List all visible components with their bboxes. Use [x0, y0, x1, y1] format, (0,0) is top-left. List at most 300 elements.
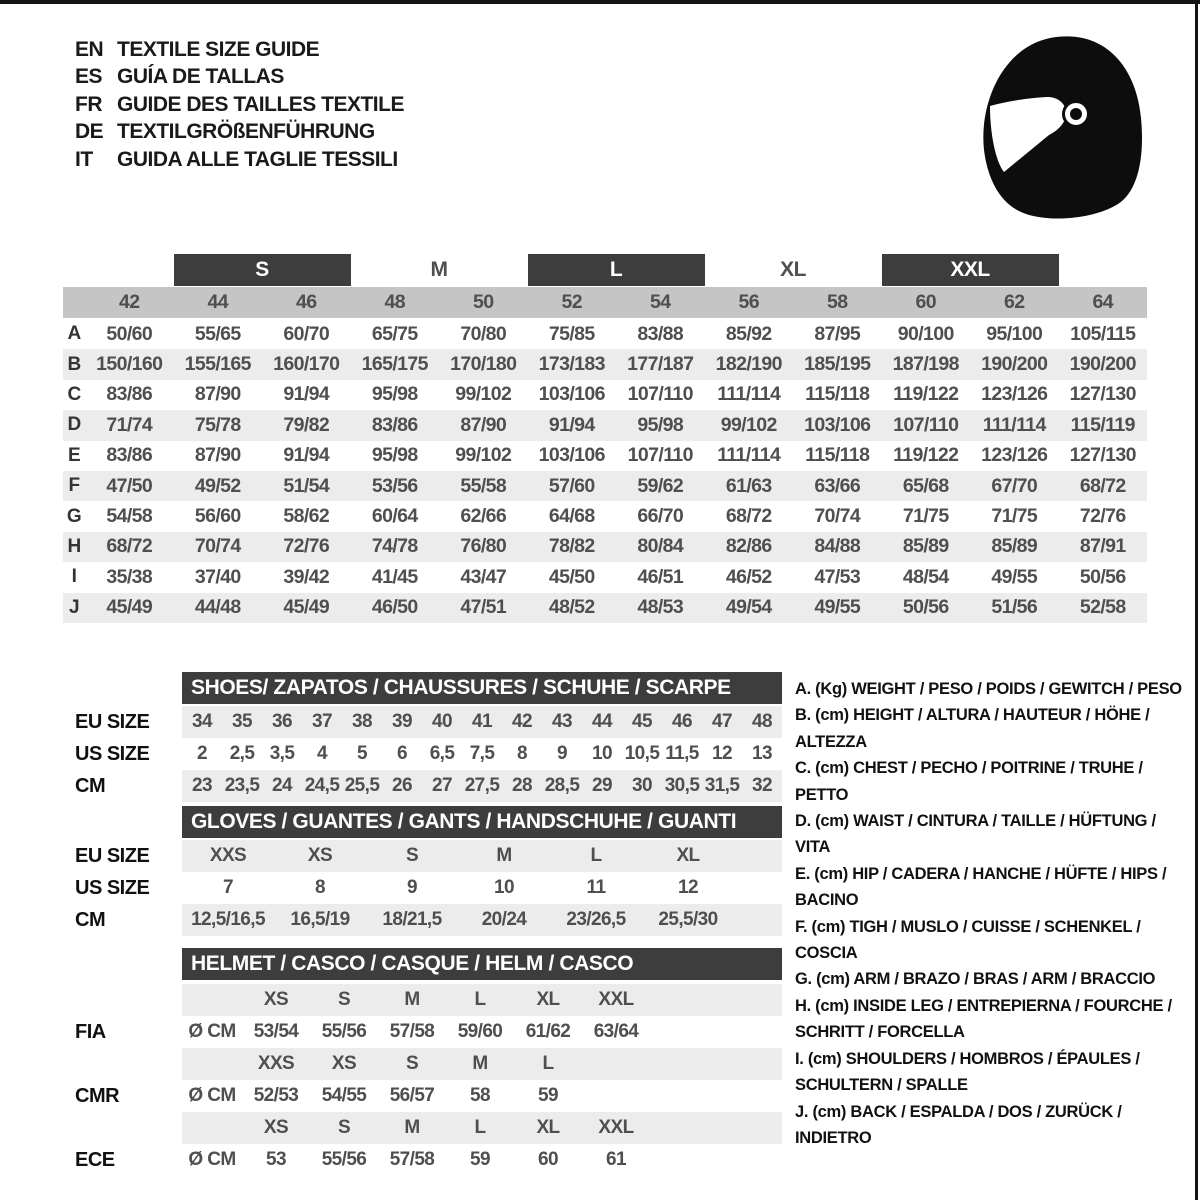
value-cell: 61/62 [525, 1021, 571, 1042]
legend-item-a: A. (Kg) WEIGHT / PESO / POIDS / GEWITCH / PESO [795, 680, 1182, 698]
row-label: A [67, 323, 81, 345]
size-cell: XXL [598, 989, 634, 1010]
racing-helmet-icon [950, 22, 1180, 222]
language-title: TEXTILE SIZE GUIDE [117, 37, 320, 61]
value-cell: 67/70 [991, 474, 1038, 497]
value-cell: 3,5 [269, 743, 295, 764]
value-cell: 23 [192, 775, 212, 796]
value-cell: 44/48 [194, 596, 241, 619]
value-cell: 58/62 [283, 505, 330, 528]
top-border-line [0, 0, 1200, 4]
size-cell: XS [263, 989, 289, 1010]
value-cell: 8 [315, 877, 325, 898]
value-cell: 71/75 [902, 505, 949, 528]
value-cell: S [405, 845, 419, 866]
size-band-l: L [528, 254, 705, 286]
value-cell: 12 [712, 743, 732, 764]
legend-item-g: G. (cm) ARM / BRAZO / BRAS / ARM / BRACCIO [795, 970, 1156, 989]
numeric-size: 60 [915, 291, 936, 313]
value-cell: 18/21,5 [382, 909, 442, 930]
value-cell: 41/45 [371, 565, 418, 588]
numeric-size: 58 [827, 291, 848, 313]
language-title: TEXTILGRÖßENFÜHRUNG [117, 120, 375, 144]
diameter-prefix: Ø CM [188, 1085, 236, 1106]
value-cell: 76/80 [460, 535, 507, 558]
diameter-prefix: Ø CM [188, 1021, 236, 1042]
numeric-size: 56 [738, 291, 759, 313]
row-label: E [67, 444, 81, 466]
value-cell: 27 [432, 775, 452, 796]
size-cell: M [404, 989, 420, 1010]
language-title: GUÍA DE TALLAS [117, 65, 284, 89]
value-cell: 47/53 [814, 565, 861, 588]
numeric-size: 64 [1092, 291, 1113, 313]
value-cell: 53 [266, 1149, 286, 1170]
language-code: IT [75, 147, 93, 171]
value-cell: 28 [512, 775, 532, 796]
value-cell: 79/82 [283, 413, 330, 436]
value-cell: 83/86 [106, 444, 153, 467]
numeric-size: 46 [296, 291, 317, 313]
value-cell: 11 [586, 877, 606, 898]
measurement-legend [795, 676, 1193, 1151]
textile-row-d [63, 410, 1147, 440]
value-cell: 54/55 [321, 1085, 367, 1106]
value-cell: 170/180 [450, 353, 517, 376]
value-cell: 10,5 [624, 743, 660, 764]
language-code: EN [75, 37, 104, 61]
gloves-row [182, 904, 782, 936]
shoes-row [182, 706, 782, 738]
helmet-title-bar [182, 948, 782, 980]
value-cell: 27,5 [464, 775, 500, 796]
language-row [75, 119, 404, 147]
value-cell: XXS [209, 845, 247, 866]
value-cell: 46/51 [637, 565, 684, 588]
value-cell: 190/200 [1069, 353, 1136, 376]
row-label: G [66, 505, 82, 527]
value-cell: 20/24 [481, 909, 527, 930]
value-cell: 52/58 [1079, 596, 1126, 619]
value-cell: 50/60 [106, 322, 153, 345]
value-cell: 12 [678, 877, 698, 898]
language-row [75, 91, 404, 119]
value-cell: 87/90 [194, 444, 241, 467]
value-cell: 12,5/16,5 [191, 909, 265, 930]
value-cell: 34 [192, 711, 212, 732]
value-cell: 150/160 [96, 353, 163, 376]
value-cell: M [496, 845, 512, 866]
gloves-row [182, 840, 782, 872]
value-cell: 59/62 [637, 474, 684, 497]
value-cell: 40 [432, 711, 452, 732]
value-cell: 66/70 [637, 505, 684, 528]
value-cell: 78/82 [548, 535, 595, 558]
textile-row-h [63, 532, 1147, 562]
row-label: B [67, 353, 81, 375]
value-cell: 37/40 [194, 565, 241, 588]
language-row [75, 146, 404, 174]
value-cell: 107/110 [893, 413, 959, 436]
value-cell: XS [307, 845, 333, 866]
gloves-row [182, 872, 782, 904]
side-label: EU SIZE [75, 710, 150, 733]
value-cell: 47/51 [460, 596, 507, 619]
size-cell: XL [536, 1117, 560, 1138]
numeric-size: 54 [650, 291, 671, 313]
value-cell: 95/98 [371, 444, 418, 467]
side-label: US SIZE [75, 876, 150, 899]
value-cell: 70/74 [814, 505, 861, 528]
size-cell: L [542, 1053, 554, 1074]
value-cell: 111/114 [982, 413, 1046, 436]
value-cell: 155/165 [184, 353, 251, 376]
value-cell: 55/65 [194, 322, 241, 345]
value-cell: 11,5 [665, 743, 699, 764]
value-cell: 5 [357, 743, 367, 764]
textile-numeric-size-band [63, 287, 1147, 318]
legend-item-f: F. (cm) TIGH / MUSLO / CUISSE / SCHENKEL / COSCIA [795, 917, 1141, 963]
gloves-table [182, 840, 782, 936]
value-cell: 173/183 [538, 353, 605, 376]
value-cell: 54/58 [106, 505, 153, 528]
language-title: GUIDE DES TAILLES TEXTILE [117, 92, 404, 116]
right-border-line [1195, 0, 1198, 1200]
value-cell: 65/75 [371, 322, 418, 345]
value-cell: 30 [632, 775, 652, 796]
language-row [75, 36, 404, 64]
value-cell: 47/50 [106, 474, 153, 497]
value-cell: 68/72 [106, 535, 153, 558]
numeric-size: 50 [473, 291, 494, 313]
value-cell: 24,5 [304, 775, 340, 796]
value-cell: 45/49 [283, 596, 330, 619]
value-cell: 9 [407, 877, 417, 898]
value-cell: 61/63 [725, 474, 772, 497]
row-label: H [67, 535, 81, 557]
standard-label-ece: ECE [75, 1148, 115, 1171]
value-cell: 83/88 [637, 322, 684, 345]
language-code: ES [75, 65, 103, 89]
value-cell: 55/58 [460, 474, 507, 497]
row-label: I [71, 566, 77, 588]
size-cell: L [474, 989, 486, 1010]
value-cell: 37 [312, 711, 332, 732]
value-cell: 56/57 [389, 1085, 435, 1106]
value-cell: 35 [232, 711, 252, 732]
value-cell: 59/60 [457, 1021, 503, 1042]
helmet-table [182, 984, 782, 1176]
value-cell: 185/195 [804, 353, 871, 376]
value-cell: 16,5/19 [290, 909, 350, 930]
value-cell: 64/68 [548, 505, 595, 528]
value-cell: 39 [392, 711, 412, 732]
value-cell: 36 [272, 711, 292, 732]
legend-item-j: J. (cm) BACK / ESPALDA / DOS / ZURÜCK / INDIETRO [795, 1102, 1122, 1147]
legend-item-e: E. (cm) HIP / CADERA / HANCHE / HÜFTE / HIPS / BACINO [795, 864, 1167, 910]
value-cell: 115/119 [1070, 413, 1135, 436]
value-cell: 103/106 [538, 383, 605, 406]
value-cell: 63/66 [814, 474, 861, 497]
value-cell: 115/118 [805, 444, 870, 467]
gloves-title-bar [182, 806, 782, 838]
numeric-size: 48 [384, 291, 405, 313]
shoes-title: SHOES/ ZAPATOS / CHAUSSURES / SCHUHE / SCARPE [191, 676, 731, 699]
textile-row-e [63, 441, 1147, 471]
value-cell: 46/50 [371, 596, 418, 619]
value-cell: 47 [712, 711, 732, 732]
value-cell: 59 [470, 1149, 490, 1170]
language-row [75, 64, 404, 92]
helmet-size-row-ece [182, 1112, 782, 1144]
value-cell: 177/187 [627, 353, 694, 376]
value-cell: 75/85 [548, 322, 595, 345]
value-cell: 90/100 [897, 322, 954, 345]
value-cell: 127/130 [1069, 383, 1136, 406]
value-cell: 2,5 [229, 743, 255, 764]
value-cell: 63/64 [593, 1021, 639, 1042]
size-band-m: M [430, 258, 448, 281]
value-cell: 99/102 [720, 413, 777, 436]
row-label: D [67, 414, 81, 436]
value-cell: 83/86 [106, 383, 153, 406]
value-cell: 25,5 [344, 775, 380, 796]
side-label: CM [75, 908, 106, 931]
size-cell: XL [536, 989, 560, 1010]
value-cell: 45 [632, 711, 652, 732]
value-cell: 55/56 [321, 1021, 367, 1042]
value-cell: 48/54 [902, 565, 949, 588]
value-cell: 80/84 [637, 535, 684, 558]
side-label: US SIZE [75, 742, 150, 765]
textile-row-a [63, 319, 1147, 349]
value-cell: 72/76 [283, 535, 330, 558]
value-cell: 2 [197, 743, 207, 764]
value-cell: 50/56 [1079, 565, 1126, 588]
value-cell: 9 [557, 743, 567, 764]
value-cell: 50/56 [902, 596, 949, 619]
value-cell: 46/52 [725, 565, 772, 588]
corner-spacer [63, 287, 85, 318]
value-cell: 85/89 [991, 535, 1038, 558]
size-cell: L [474, 1117, 486, 1138]
size-cell: XS [263, 1117, 289, 1138]
shoes-row [182, 738, 782, 770]
visor-pivot-dot [1070, 108, 1082, 120]
value-cell: 87/90 [460, 413, 507, 436]
textile-row-b [63, 349, 1147, 379]
legend-item-b: B. (cm) HEIGHT / ALTURA / HAUTEUR / HÖHE / ALTEZZA [795, 706, 1150, 751]
row-label: C [67, 383, 81, 405]
value-cell: 53/56 [371, 474, 418, 497]
value-cell: 111/114 [717, 383, 781, 406]
legend-item-d: D. (cm) WAIST / CINTURA / TAILLE / HÜFTUNG / VITA [795, 812, 1156, 857]
gloves-title: GLOVES / GUANTES / GANTS / HANDSCHUHE / GUANTI [191, 810, 737, 833]
value-cell: 52/53 [253, 1085, 299, 1106]
value-cell: 105/115 [1070, 322, 1136, 345]
value-cell: 41 [472, 711, 492, 732]
value-cell: 95/98 [637, 413, 684, 436]
value-cell: 62/66 [460, 505, 507, 528]
value-cell: 99/102 [455, 383, 512, 406]
value-cell: 45/50 [548, 565, 595, 588]
value-cell: 57/60 [548, 474, 595, 497]
value-cell: 53/54 [253, 1021, 299, 1042]
value-cell: 23/26,5 [566, 909, 626, 930]
value-cell: 4 [317, 743, 327, 764]
value-cell: 7 [223, 877, 233, 898]
value-cell: 123/126 [981, 444, 1048, 467]
value-cell: 24 [272, 775, 292, 796]
value-cell: 85/89 [902, 535, 949, 558]
side-label: EU SIZE [75, 844, 150, 867]
numeric-size: 52 [561, 291, 582, 313]
value-cell: 187/198 [892, 353, 959, 376]
value-cell: 85/92 [725, 322, 772, 345]
size-band-xl: XL [780, 258, 806, 281]
value-cell: 70/74 [194, 535, 241, 558]
helmet-size-row-cmr [182, 1048, 782, 1080]
textile-size-band [63, 254, 1147, 286]
value-cell: 38 [352, 711, 372, 732]
value-cell: 60/70 [283, 322, 330, 345]
value-cell: 25,5/30 [658, 909, 718, 930]
row-label: F [68, 475, 80, 497]
textile-row-j [63, 593, 1147, 623]
legend-item-i: I. (cm) SHOULDERS / HOMBROS / ÉPAULES / SCHULTERN / SPALLE [795, 1049, 1140, 1095]
standard-label-fia: FIA [75, 1020, 106, 1043]
value-cell: 70/80 [460, 322, 507, 345]
value-cell: 182/190 [715, 353, 782, 376]
value-cell: 60/64 [371, 505, 418, 528]
value-cell: 10 [592, 743, 612, 764]
value-cell: 45/49 [106, 596, 153, 619]
value-cell: 95/98 [371, 383, 418, 406]
value-cell: 51/54 [283, 474, 330, 497]
value-cell: 58 [470, 1085, 490, 1106]
value-cell: 10 [494, 877, 514, 898]
value-cell: 95/100 [986, 322, 1043, 345]
shoes-row [182, 770, 782, 802]
value-cell: 60 [538, 1149, 558, 1170]
value-cell: 59 [538, 1085, 558, 1106]
helmet-value-row-fia [182, 1016, 782, 1048]
value-cell: 65/68 [902, 474, 949, 497]
value-cell: 103/106 [538, 444, 605, 467]
side-label: CM [75, 774, 106, 797]
value-cell: 99/102 [455, 444, 512, 467]
legend-item-h: H. (cm) INSIDE LEG / ENTREPIERNA / FOURCHE / SCHRITT / FORCELLA [795, 996, 1172, 1042]
size-cell: S [337, 989, 351, 1010]
value-cell: 61 [606, 1149, 626, 1170]
value-cell: 115/118 [805, 383, 870, 406]
textile-row-g [63, 501, 1147, 531]
value-cell: 43/47 [460, 565, 507, 588]
shoes-table [182, 706, 782, 802]
value-cell: 35/38 [106, 565, 153, 588]
value-cell: 32 [752, 775, 772, 796]
language-title-list [75, 36, 404, 174]
value-cell: 160/170 [273, 353, 340, 376]
size-cell: XS [331, 1053, 357, 1074]
value-cell: 72/76 [1079, 505, 1126, 528]
shoes-title-bar [182, 672, 782, 704]
value-cell: 49/55 [991, 565, 1038, 588]
value-cell: 43 [552, 711, 572, 732]
value-cell: 107/110 [627, 444, 693, 467]
value-cell: 84/88 [814, 535, 861, 558]
size-band-s: S [174, 254, 351, 286]
legend-item-c: C. (cm) CHEST / PECHO / POITRINE / TRUHE / PETTO [795, 759, 1143, 804]
value-cell: 68/72 [1079, 474, 1126, 497]
value-cell: 6,5 [429, 743, 455, 764]
value-cell: 127/130 [1069, 444, 1136, 467]
value-cell: 68/72 [725, 505, 772, 528]
helmet-title: HELMET / CASCO / CASQUE / HELM / CASCO [191, 952, 634, 975]
value-cell: 48 [752, 711, 772, 732]
numeric-size: 44 [207, 291, 228, 313]
value-cell: 123/126 [981, 383, 1048, 406]
size-cell: S [405, 1053, 419, 1074]
value-cell: 26 [392, 775, 412, 796]
value-cell: 13 [752, 743, 772, 764]
value-cell: 28,5 [544, 775, 580, 796]
value-cell: 165/175 [361, 353, 428, 376]
textile-measurement-rows [63, 319, 1147, 623]
value-cell: 51/56 [991, 596, 1038, 619]
helmet-value-row-cmr [182, 1080, 782, 1112]
textile-row-c [63, 380, 1147, 410]
value-cell: 8 [517, 743, 527, 764]
textile-size-table [63, 254, 1147, 623]
value-cell: 91/94 [283, 444, 330, 467]
value-cell: 44 [592, 711, 612, 732]
numeric-size: 62 [1004, 291, 1025, 313]
value-cell: XL [676, 845, 700, 866]
value-cell: 48/52 [548, 596, 595, 619]
value-cell: 7,5 [469, 743, 495, 764]
value-cell: 55/56 [321, 1149, 367, 1170]
value-cell: 82/86 [725, 535, 772, 558]
value-cell: 111/114 [717, 444, 781, 467]
value-cell: 83/86 [371, 413, 418, 436]
value-cell: 91/94 [283, 383, 330, 406]
language-code: FR [75, 92, 102, 116]
size-band-xxl: XXL [882, 254, 1059, 286]
value-cell: L [590, 845, 602, 866]
value-cell: 190/200 [981, 353, 1048, 376]
value-cell: 119/122 [893, 444, 959, 467]
value-cell: 87/91 [1079, 535, 1126, 558]
helmet-value-row-ece [182, 1144, 782, 1176]
value-cell: 75/78 [194, 413, 241, 436]
language-title: GUIDA ALLE TAGLIE TESSILI [117, 147, 398, 171]
value-cell: 29 [592, 775, 612, 796]
value-cell: 49/55 [814, 596, 861, 619]
textile-row-i [63, 562, 1147, 592]
value-cell: 30,5 [664, 775, 700, 796]
row-label: J [69, 596, 79, 618]
value-cell: 39/42 [283, 565, 330, 588]
value-cell: 56/60 [194, 505, 241, 528]
size-cell: M [472, 1053, 488, 1074]
value-cell: 87/90 [194, 383, 241, 406]
value-cell: 74/78 [371, 535, 418, 558]
value-cell: 42 [512, 711, 532, 732]
size-cell: XXS [257, 1053, 295, 1074]
helmet-size-row-fia [182, 984, 782, 1016]
standard-label-cmr: CMR [75, 1084, 120, 1107]
